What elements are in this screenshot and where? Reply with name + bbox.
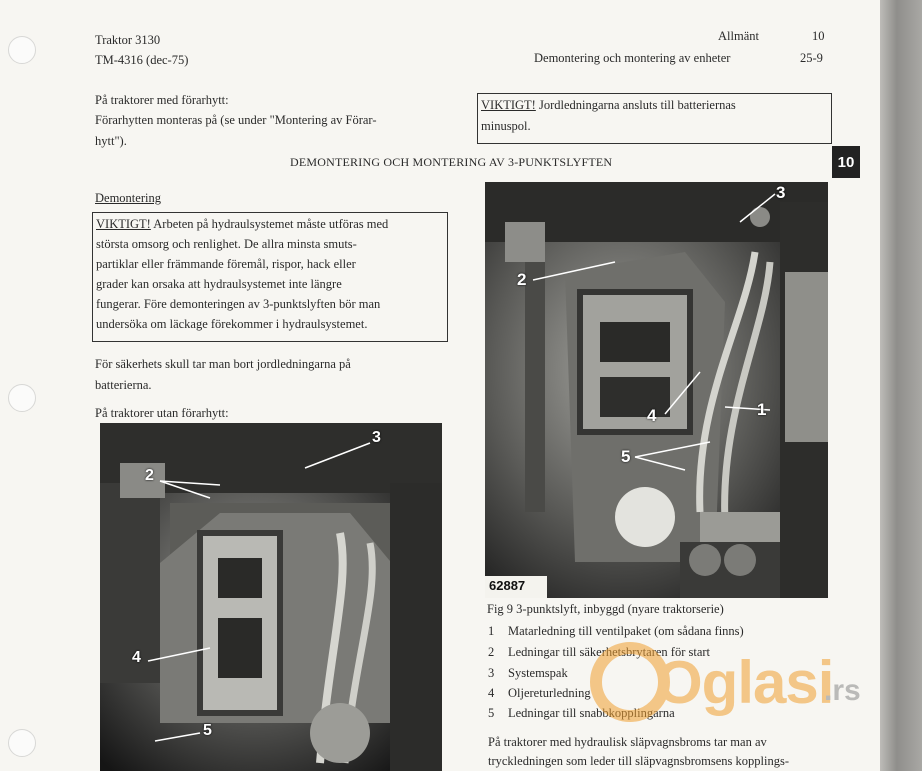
note-line (481, 98, 736, 113)
header-page-number: 25-9 (800, 51, 823, 65)
safety-line: För säkerhets skull tar man bort jordledningarna på (95, 357, 351, 371)
warning-line: största omsorg och renlighet. De allra minsta smuts- (96, 237, 357, 251)
legend-number: 3 (488, 666, 495, 680)
header-chapter-number: 10 (812, 29, 825, 43)
section-tab: 10 (832, 146, 860, 178)
punch-hole (8, 36, 36, 64)
legend-number: 2 (488, 645, 495, 659)
legend-number: 5 (488, 706, 495, 720)
note-box (477, 93, 832, 144)
safety-line: batterierna. (95, 378, 152, 392)
warning-line: partiklar eller främmande föremål, rispor, hack eller (96, 257, 356, 271)
legend-number: 1 (488, 624, 495, 638)
header-chapter: Allmänt (718, 29, 759, 43)
warning-box (92, 212, 448, 342)
callout-2: 2 (145, 467, 154, 484)
warning-line: grader kan orsaka att hydraulsystemet inte längre (96, 277, 342, 291)
warning-line: undersöka om läckage förekommer i hydraulsystemet. (96, 317, 368, 331)
tractor-photo-right (485, 182, 828, 598)
photo-left (100, 423, 442, 771)
legend-text: Ledningar till snabbkopplingarna (508, 706, 675, 720)
note-line: minuspol. (481, 119, 531, 133)
bottom-line: tryckledningen som leder till släpvagnsbromsens kopplings- (488, 754, 789, 768)
watermark-tld: .rs (824, 674, 861, 707)
callout-3: 3 (372, 429, 381, 446)
photo-right (485, 182, 828, 598)
legend-text: Systemspak (508, 666, 568, 680)
bottom-line: På traktorer med hydraulisk släpvagnsbroms tar man av (488, 735, 767, 749)
callout-3: 3 (776, 183, 786, 202)
warning-line (96, 217, 388, 232)
warning-text: Arbeten på hydraulsystemet måste utföras med (150, 217, 389, 231)
legend-text: Ledningar till säkerhetsbrytaren för start (508, 645, 711, 659)
section-title: DEMONTERING OCH MONTERING AV 3-PUNKTSLYFTEN (290, 155, 613, 169)
watermark-brand: Oglasi (656, 649, 834, 716)
callout-4: 4 (647, 406, 657, 425)
header-title: Traktor 3130 (95, 33, 161, 47)
photo-number: 62887 (489, 578, 526, 593)
header-section: Demontering och montering av enheter (534, 51, 731, 65)
punch-hole (8, 729, 36, 757)
figure-caption: Fig 9 3-punktslyft, inbyggd (nyare traktorserie) (487, 602, 724, 616)
header-doc-id: TM-4316 (dec-75) (95, 53, 189, 67)
page-edge-shadow (880, 0, 922, 771)
callout-4: 4 (132, 649, 141, 666)
callout-5: 5 (203, 722, 212, 739)
legend-number: 4 (488, 686, 495, 700)
warning-line: fungerar. Före demonteringen av 3-punktslyften bör man (96, 297, 381, 311)
intro-line: hytt"). (95, 134, 127, 148)
subheading: Demontering (95, 191, 161, 205)
legend-text: Matarledning till ventilpaket (om sådana finns) (508, 624, 744, 638)
no-cab-heading: På traktorer utan förarhytt: (95, 406, 229, 420)
note-text: Jordledningarna ansluts till batteriernas (535, 98, 736, 112)
note-label: VIKTIGT! (481, 98, 536, 112)
callout-1: 1 (757, 400, 767, 419)
callout-2: 2 (517, 270, 527, 289)
punch-hole (8, 384, 36, 412)
warning-label: VIKTIGT! (96, 217, 151, 231)
intro-line: På traktorer med förarhytt: (95, 93, 229, 107)
legend-text: Oljereturledning (508, 686, 591, 700)
intro-line: Förarhytten monteras på (se under "Montering av Förar- (95, 113, 377, 127)
callout-5: 5 (621, 447, 631, 466)
